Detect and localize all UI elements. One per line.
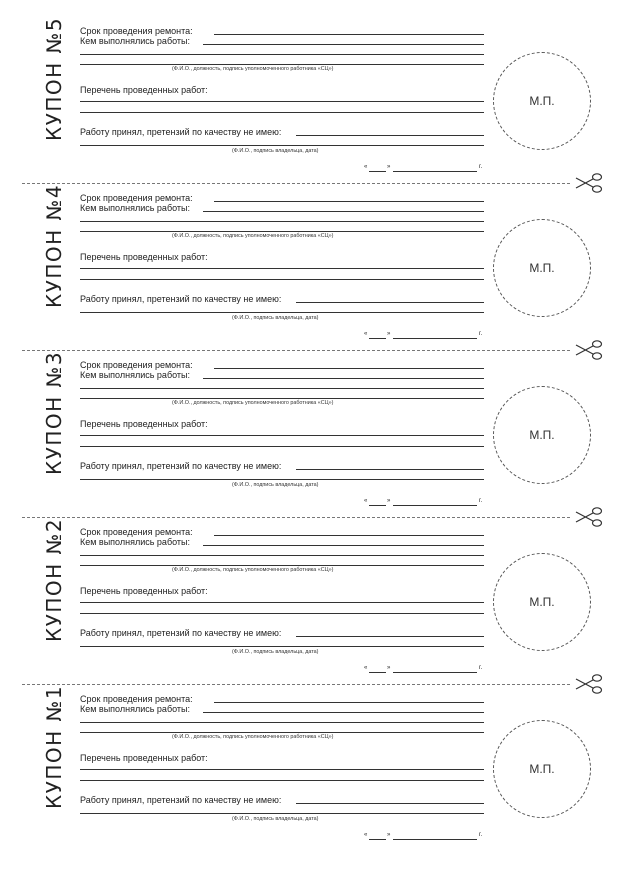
coupon-title: КУПОН №4: [42, 183, 66, 309]
repair-date-label: Срок проведения ремонта:: [80, 527, 193, 537]
stamp-circle: [493, 553, 591, 651]
works-line-2[interactable]: [80, 279, 484, 280]
accepted-line[interactable]: [296, 469, 484, 470]
accepted-line[interactable]: [296, 803, 484, 804]
performed-by-line-2[interactable]: [80, 555, 484, 556]
works-line-2[interactable]: [80, 780, 484, 781]
accepted-line-2[interactable]: [80, 145, 484, 146]
coupon: [0, 167, 631, 335]
performed-by-label: Кем выполнялись работы:: [80, 36, 190, 46]
performed-by-line-2[interactable]: [80, 388, 484, 389]
repair-date-line[interactable]: [214, 34, 484, 35]
works-list-label: Перечень проведенных работ:: [80, 753, 208, 763]
stamp-label: М.П.: [529, 261, 555, 275]
owner-caption: (Ф.И.О., подпись владельца, дата): [232, 315, 319, 321]
stamp-circle: [493, 386, 591, 484]
date-year-suffix: г.: [479, 832, 483, 838]
coupon-title: КУПОН №5: [42, 16, 66, 142]
stamp-label: М.П.: [529, 94, 555, 108]
works-line-1[interactable]: [80, 769, 484, 770]
accepted-label: Работу принял, претензий по качеству не имею:: [80, 461, 282, 471]
repair-date-line[interactable]: [214, 201, 484, 202]
performed-by-label: Кем выполнялись работы:: [80, 704, 190, 714]
performed-by-line-3[interactable]: [80, 565, 484, 566]
works-line-1[interactable]: [80, 435, 484, 436]
works-list-label: Перечень проведенных работ:: [80, 419, 208, 429]
works-list-label: Перечень проведенных работ:: [80, 586, 208, 596]
performed-by-line-2[interactable]: [80, 54, 484, 55]
date-close-quote: »: [387, 665, 391, 671]
works-line-2[interactable]: [80, 112, 484, 113]
performed-by-line-3[interactable]: [80, 732, 484, 733]
repair-date-label: Срок проведения ремонта:: [80, 193, 193, 203]
accepted-line[interactable]: [296, 636, 484, 637]
owner-caption: (Ф.И.О., подпись владельца, дата): [232, 816, 319, 822]
coupon-title: КУПОН №2: [42, 517, 66, 643]
coupon: [0, 0, 631, 168]
works-line-1[interactable]: [80, 101, 484, 102]
works-line-1[interactable]: [80, 268, 484, 269]
performed-by-line[interactable]: [203, 44, 484, 45]
works-line-1[interactable]: [80, 602, 484, 603]
coupon-title-box: [34, 338, 74, 488]
accepted-label: Работу принял, претензий по качеству не имею:: [80, 294, 282, 304]
coupon: [0, 334, 631, 502]
date-field[interactable]: [364, 832, 484, 842]
date-month-line[interactable]: [393, 839, 477, 840]
stamp-circle: [493, 52, 591, 150]
performed-by-line[interactable]: [203, 545, 484, 546]
date-open-quote: «: [364, 498, 368, 504]
works-line-2[interactable]: [80, 446, 484, 447]
performed-by-label: Кем выполнялись работы:: [80, 370, 190, 380]
coupon-title: КУПОН №3: [42, 350, 66, 476]
performed-by-line-2[interactable]: [80, 722, 484, 723]
date-open-quote: «: [364, 832, 368, 838]
repair-date-label: Срок проведения ремонта:: [80, 26, 193, 36]
performed-by-line-3[interactable]: [80, 398, 484, 399]
accepted-line-2[interactable]: [80, 813, 484, 814]
stamp-circle: [493, 219, 591, 317]
accepted-label: Работу принял, претензий по качеству не имею:: [80, 795, 282, 805]
performed-by-line[interactable]: [203, 211, 484, 212]
accepted-line[interactable]: [296, 302, 484, 303]
performed-by-label: Кем выполнялись работы:: [80, 537, 190, 547]
date-open-quote: «: [364, 331, 368, 337]
coupon-title-box: [34, 672, 74, 822]
date-year-suffix: г.: [479, 331, 483, 337]
repair-date-label: Срок проведения ремонта:: [80, 694, 193, 704]
coupon: [0, 668, 631, 836]
repair-date-line[interactable]: [214, 535, 484, 536]
accepted-label: Работу принял, претензий по качеству не имею:: [80, 127, 282, 137]
accepted-label: Работу принял, претензий по качеству не имею:: [80, 628, 282, 638]
repair-date-line[interactable]: [214, 368, 484, 369]
stamp-label: М.П.: [529, 762, 555, 776]
master-caption: (Ф.И.О., должность, подпись уполномоченного работника «СЦ»): [172, 567, 334, 573]
coupon: [0, 501, 631, 669]
date-open-quote: «: [364, 164, 368, 170]
coupon-title-box: [34, 505, 74, 655]
coupon-title-box: [34, 4, 74, 154]
owner-caption: (Ф.И.О., подпись владельца, дата): [232, 148, 319, 154]
master-caption: (Ф.И.О., должность, подпись уполномоченного работника «СЦ»): [172, 400, 334, 406]
performed-by-line-3[interactable]: [80, 231, 484, 232]
coupon-title: КУПОН №1: [42, 684, 66, 810]
date-open-quote: «: [364, 665, 368, 671]
performed-by-line-3[interactable]: [80, 64, 484, 65]
stamp-label: М.П.: [529, 595, 555, 609]
master-caption: (Ф.И.О., должность, подпись уполномоченного работника «СЦ»): [172, 734, 334, 740]
works-list-label: Перечень проведенных работ:: [80, 252, 208, 262]
performed-by-line[interactable]: [203, 378, 484, 379]
date-close-quote: »: [387, 164, 391, 170]
accepted-line-2[interactable]: [80, 312, 484, 313]
performed-by-line[interactable]: [203, 712, 484, 713]
accepted-line-2[interactable]: [80, 646, 484, 647]
date-close-quote: »: [387, 498, 391, 504]
performed-by-line-2[interactable]: [80, 221, 484, 222]
stamp-label: М.П.: [529, 428, 555, 442]
date-day-line[interactable]: [369, 839, 386, 840]
date-year-suffix: г.: [479, 665, 483, 671]
master-caption: (Ф.И.О., должность, подпись уполномоченного работника «СЦ»): [172, 66, 334, 72]
works-list-label: Перечень проведенных работ:: [80, 85, 208, 95]
date-year-suffix: г.: [479, 164, 483, 170]
repair-date-label: Срок проведения ремонта:: [80, 360, 193, 370]
works-line-2[interactable]: [80, 613, 484, 614]
coupon-title-box: [34, 171, 74, 321]
master-caption: (Ф.И.О., должность, подпись уполномоченного работника «СЦ»): [172, 233, 334, 239]
date-year-suffix: г.: [479, 498, 483, 504]
accepted-line[interactable]: [296, 135, 484, 136]
date-close-quote: »: [387, 331, 391, 337]
owner-caption: (Ф.И.О., подпись владельца, дата): [232, 482, 319, 488]
accepted-line-2[interactable]: [80, 479, 484, 480]
stamp-circle: [493, 720, 591, 818]
repair-date-line[interactable]: [214, 702, 484, 703]
date-close-quote: »: [387, 832, 391, 838]
performed-by-label: Кем выполнялись работы:: [80, 203, 190, 213]
owner-caption: (Ф.И.О., подпись владельца, дата): [232, 649, 319, 655]
